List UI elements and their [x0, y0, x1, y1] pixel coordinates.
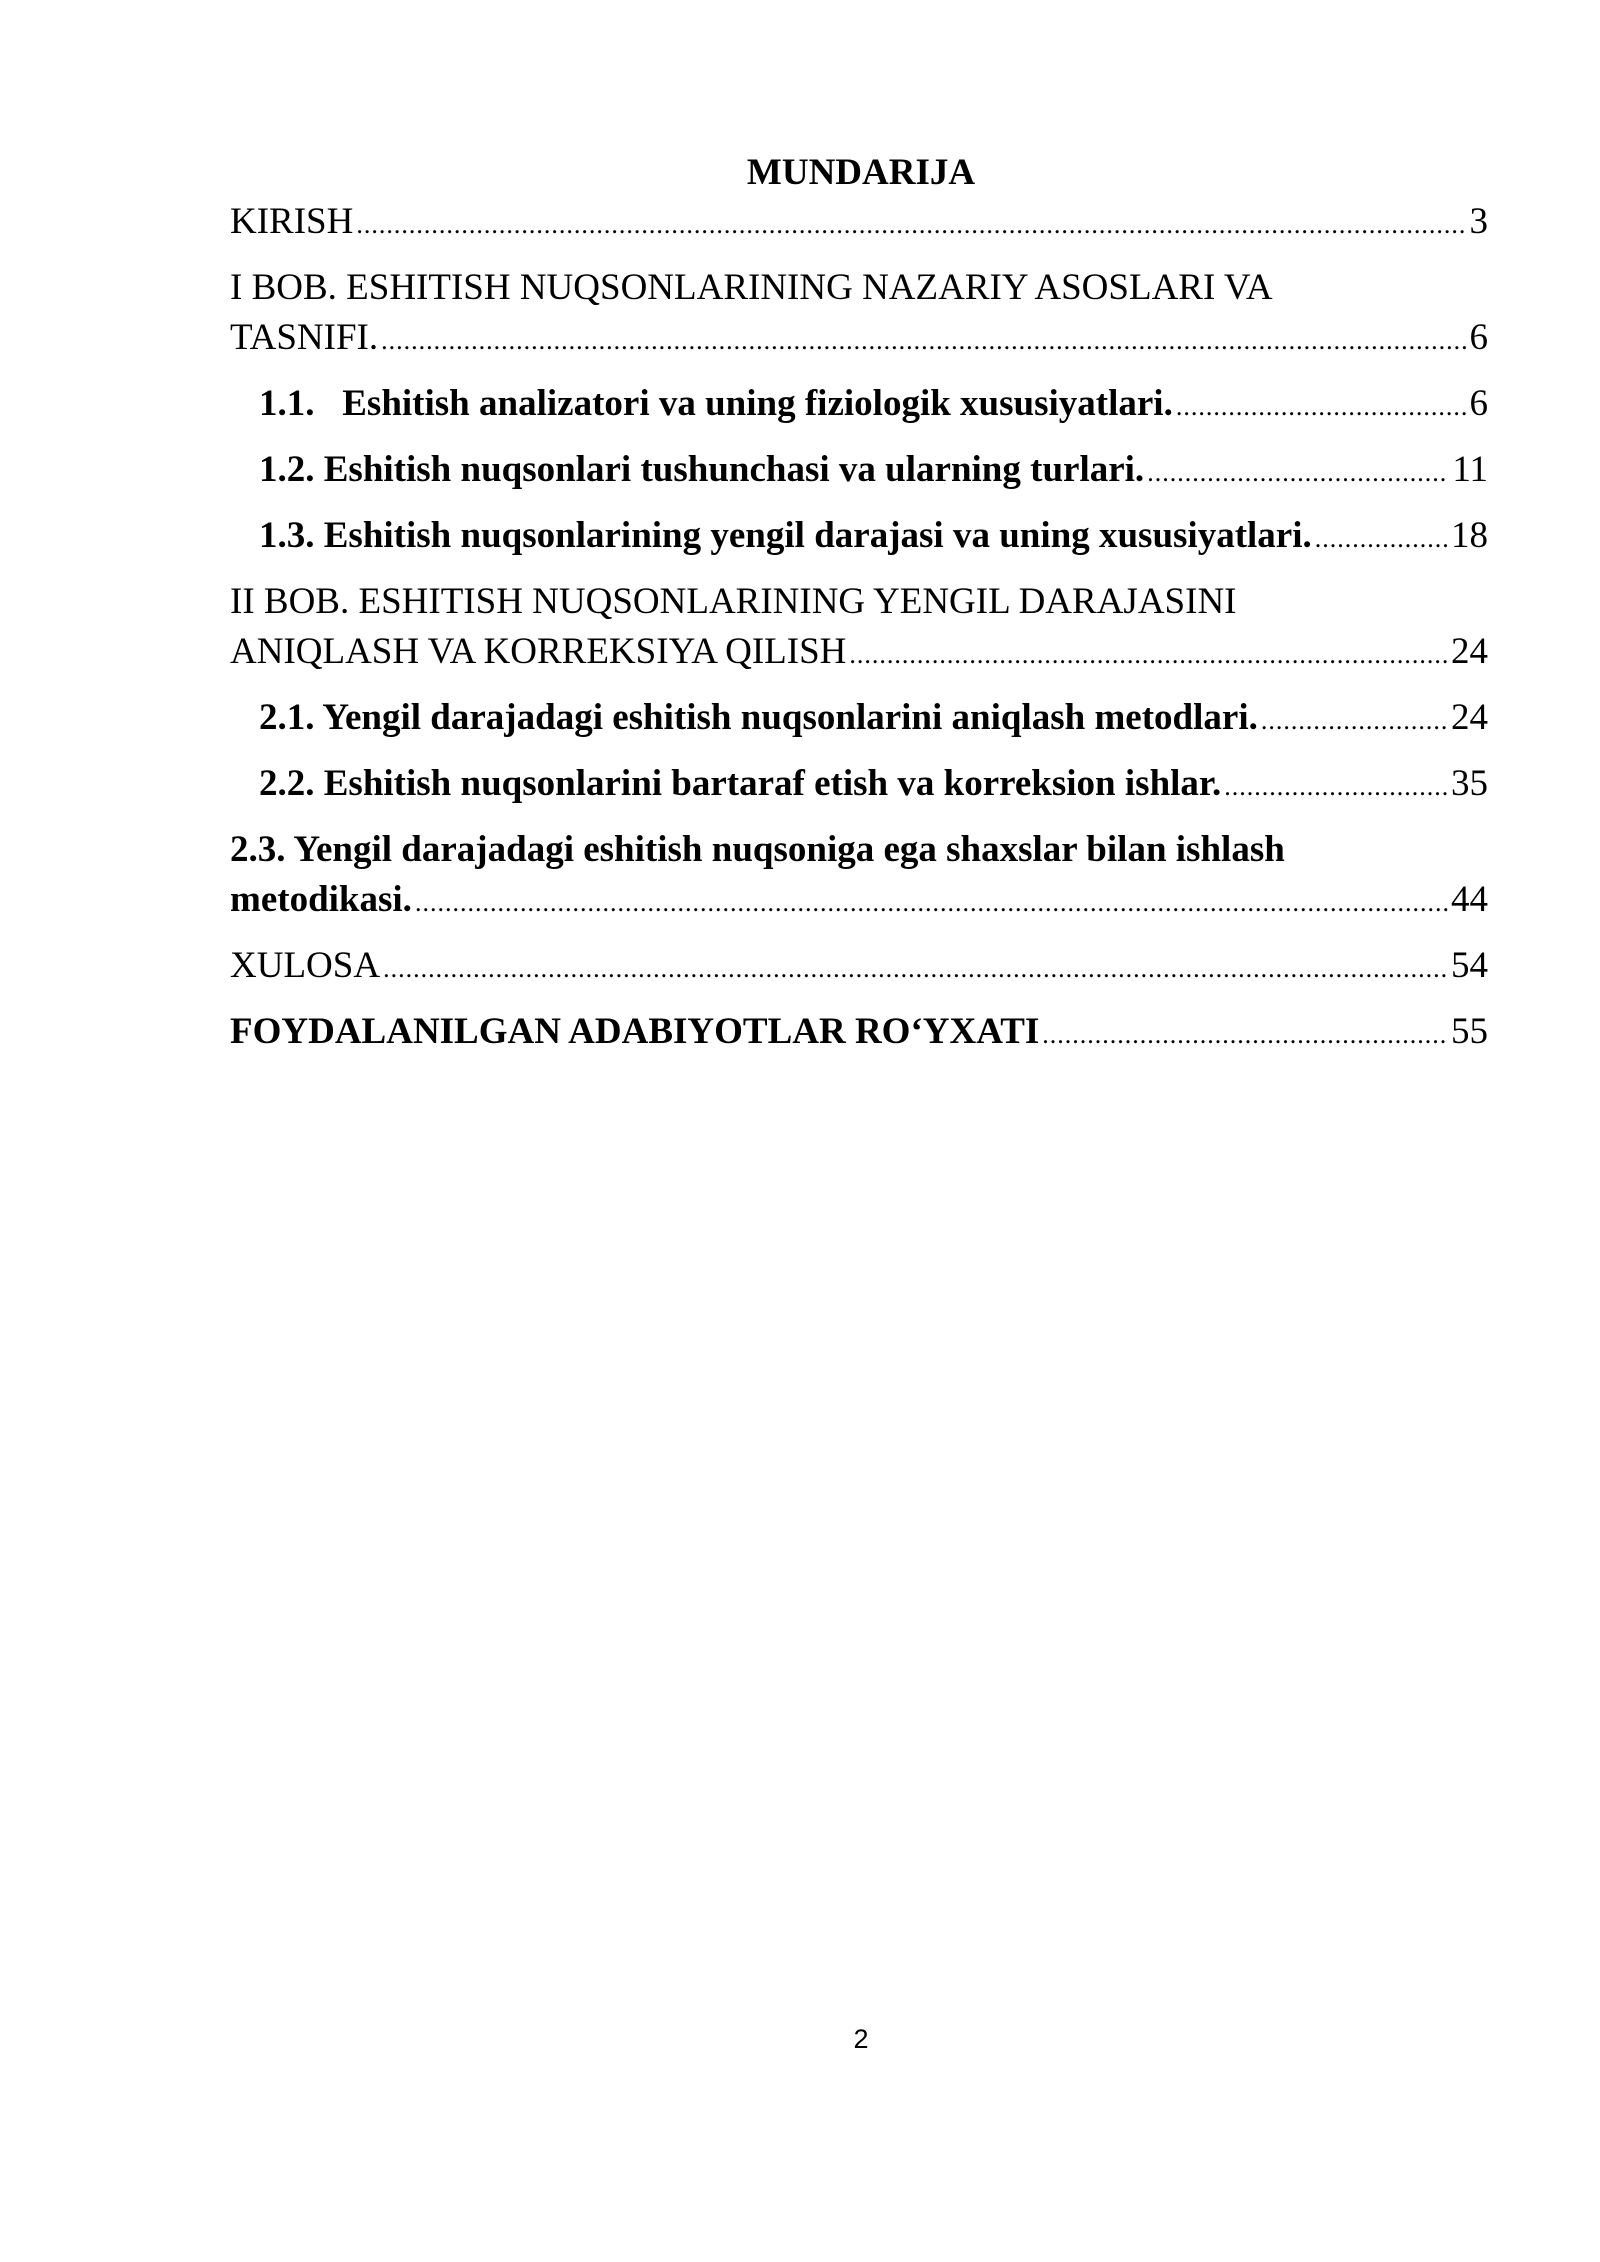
toc-entry-section-1-3[interactable]	[230, 511, 1488, 564]
toc-entry-text: 2.2. Eshitish nuqsonlarini bartaraf etish va korreksion ishlar.	[259, 763, 1222, 804]
toc-page-number: 44	[1451, 879, 1488, 920]
dot-leader	[381, 316, 1466, 366]
dot-leader	[1315, 514, 1448, 564]
toc-entry-text: metodikasi.	[230, 879, 412, 920]
toc-entry-text: ANIQLASH VA KORREKSIYA QILISH	[230, 631, 847, 672]
dot-leader	[356, 200, 1466, 250]
toc-entry-text: KIRISH	[230, 201, 354, 242]
toc-entry-section-1-1[interactable]	[230, 379, 1488, 432]
dot-leader	[1042, 1010, 1448, 1060]
toc-entry-section-2-2[interactable]	[230, 759, 1488, 812]
toc-entry-text: 1.1. Eshitish analizatori va uning fiziologik xususiyatlari.	[259, 383, 1173, 424]
toc-entry-text: XULOSA	[230, 945, 381, 986]
toc-entry-text: 1.3. Eshitish nuqsonlarining yengil darajasi va uning xususiyatlari.	[259, 515, 1312, 556]
toc-entry-chapter-2[interactable]	[230, 577, 1488, 680]
dot-leader	[1261, 696, 1448, 746]
toc-title: MUNDARIJA	[746, 152, 976, 193]
dot-leader	[383, 944, 1448, 994]
toc-entry-references[interactable]	[230, 1007, 1488, 1060]
toc-entry-section-2-1[interactable]	[230, 693, 1488, 746]
toc-page-number: 18	[1451, 515, 1488, 556]
toc-entry-chapter-1[interactable]	[230, 263, 1488, 366]
toc-page-number: 54	[1451, 945, 1488, 986]
toc-page-number: 3	[1469, 201, 1488, 242]
dot-leader	[1147, 448, 1449, 498]
dot-leader	[849, 630, 1448, 680]
toc-entry-text: TASNIFI.	[230, 317, 379, 358]
toc-page-number: 55	[1451, 1011, 1488, 1052]
dot-leader	[1224, 762, 1448, 812]
toc-entry-text: FOYDALANILGAN ADABIYOTLAR RO‘YXATI	[230, 1011, 1040, 1052]
toc-page-number: 35	[1451, 763, 1488, 804]
toc-entry-first-line: II BOB. ESHITISH NUQSONLARINING YENGIL DARAJASINI	[230, 581, 1237, 622]
toc-entry-text: 1.2. Eshitish nuqsonlari tushunchasi va ularning turlari.	[259, 449, 1145, 490]
toc-entry-first-line: 2.3. Yengil darajadagi eshitish nuqsoniga ega shaxslar bilan ishlash	[230, 829, 1285, 870]
page-number: 2	[853, 2024, 869, 2054]
toc-entry-text: 2.1. Yengil darajadagi eshitish nuqsonlarini aniqlash metodlari.	[259, 697, 1258, 738]
toc-entry-section-2-3[interactable]	[230, 825, 1488, 928]
toc-page-number: 11	[1452, 449, 1488, 490]
toc-entry-xulosa[interactable]	[230, 941, 1488, 994]
toc-entry-section-1-2[interactable]	[230, 445, 1488, 498]
toc-page-number: 24	[1451, 631, 1488, 672]
toc-page-number: 6	[1469, 317, 1488, 358]
dot-leader	[415, 878, 1448, 928]
toc-entry-first-line: I BOB. ESHITISH NUQSONLARINING NAZARIY ASOSLARI VA	[230, 267, 1273, 308]
dot-leader	[1176, 382, 1467, 432]
toc-page-number: 24	[1451, 697, 1488, 738]
toc-entry-kirish[interactable]	[230, 197, 1488, 250]
toc-page-number: 6	[1469, 383, 1488, 424]
table-of-contents	[230, 197, 1488, 1073]
